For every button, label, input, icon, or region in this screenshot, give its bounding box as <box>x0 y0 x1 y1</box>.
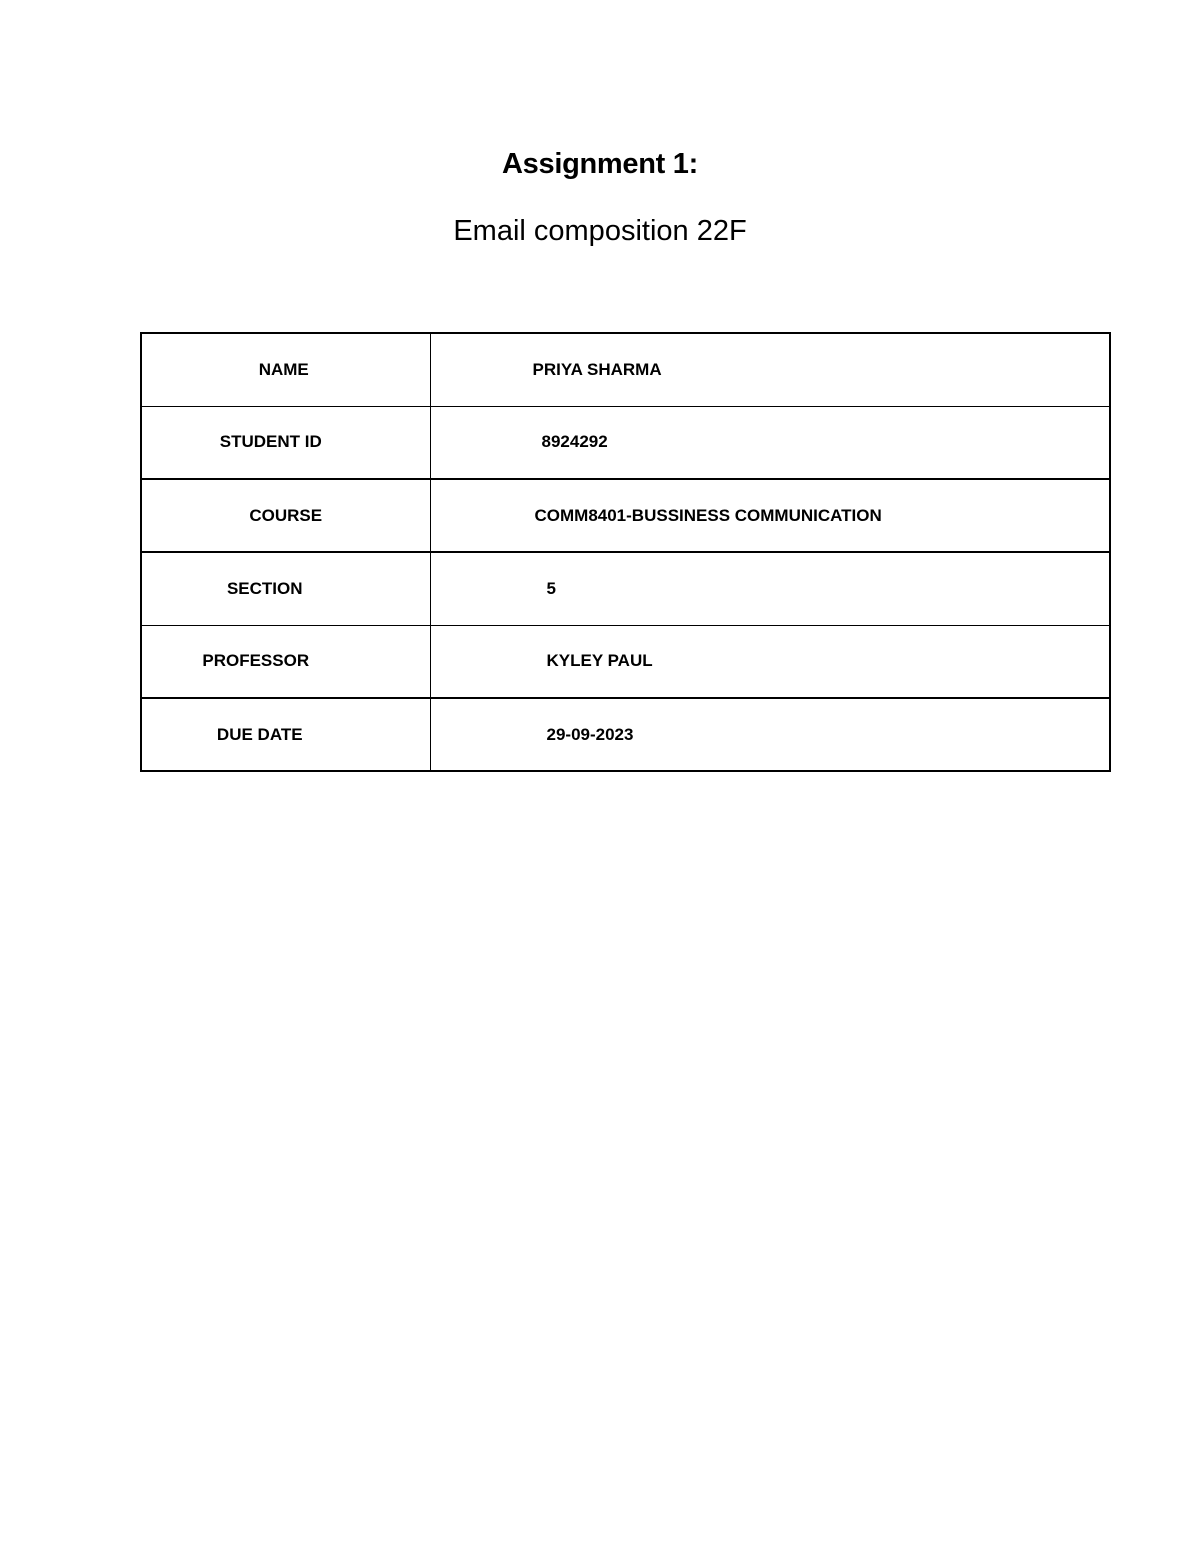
section-value: 5 <box>430 552 1110 625</box>
table-row-student-id <box>141 406 1110 479</box>
due-date-value: 29-09-2023 <box>430 698 1110 771</box>
course-value: COMM8401-BUSSINESS COMMUNICATION <box>430 479 1110 552</box>
table-row-name <box>141 333 1110 406</box>
student-id-value: 8924292 <box>430 406 1110 479</box>
name-label: NAME <box>141 333 430 406</box>
table-row-course <box>141 479 1110 552</box>
table-row-section <box>141 552 1110 625</box>
document-title: Assignment 1: <box>502 148 698 180</box>
student-id-label: STUDENT ID <box>141 406 430 479</box>
student-info-table <box>140 332 1111 772</box>
due-date-label: DUE DATE <box>141 698 430 771</box>
document-subtitle: Email composition 22F <box>453 215 747 247</box>
professor-label: PROFESSOR <box>141 625 430 698</box>
section-label: SECTION <box>141 552 430 625</box>
course-label: COURSE <box>141 479 430 552</box>
table-row-professor <box>141 625 1110 698</box>
table-row-due-date <box>141 698 1110 771</box>
name-value: PRIYA SHARMA <box>430 333 1110 406</box>
professor-value: KYLEY PAUL <box>430 625 1110 698</box>
